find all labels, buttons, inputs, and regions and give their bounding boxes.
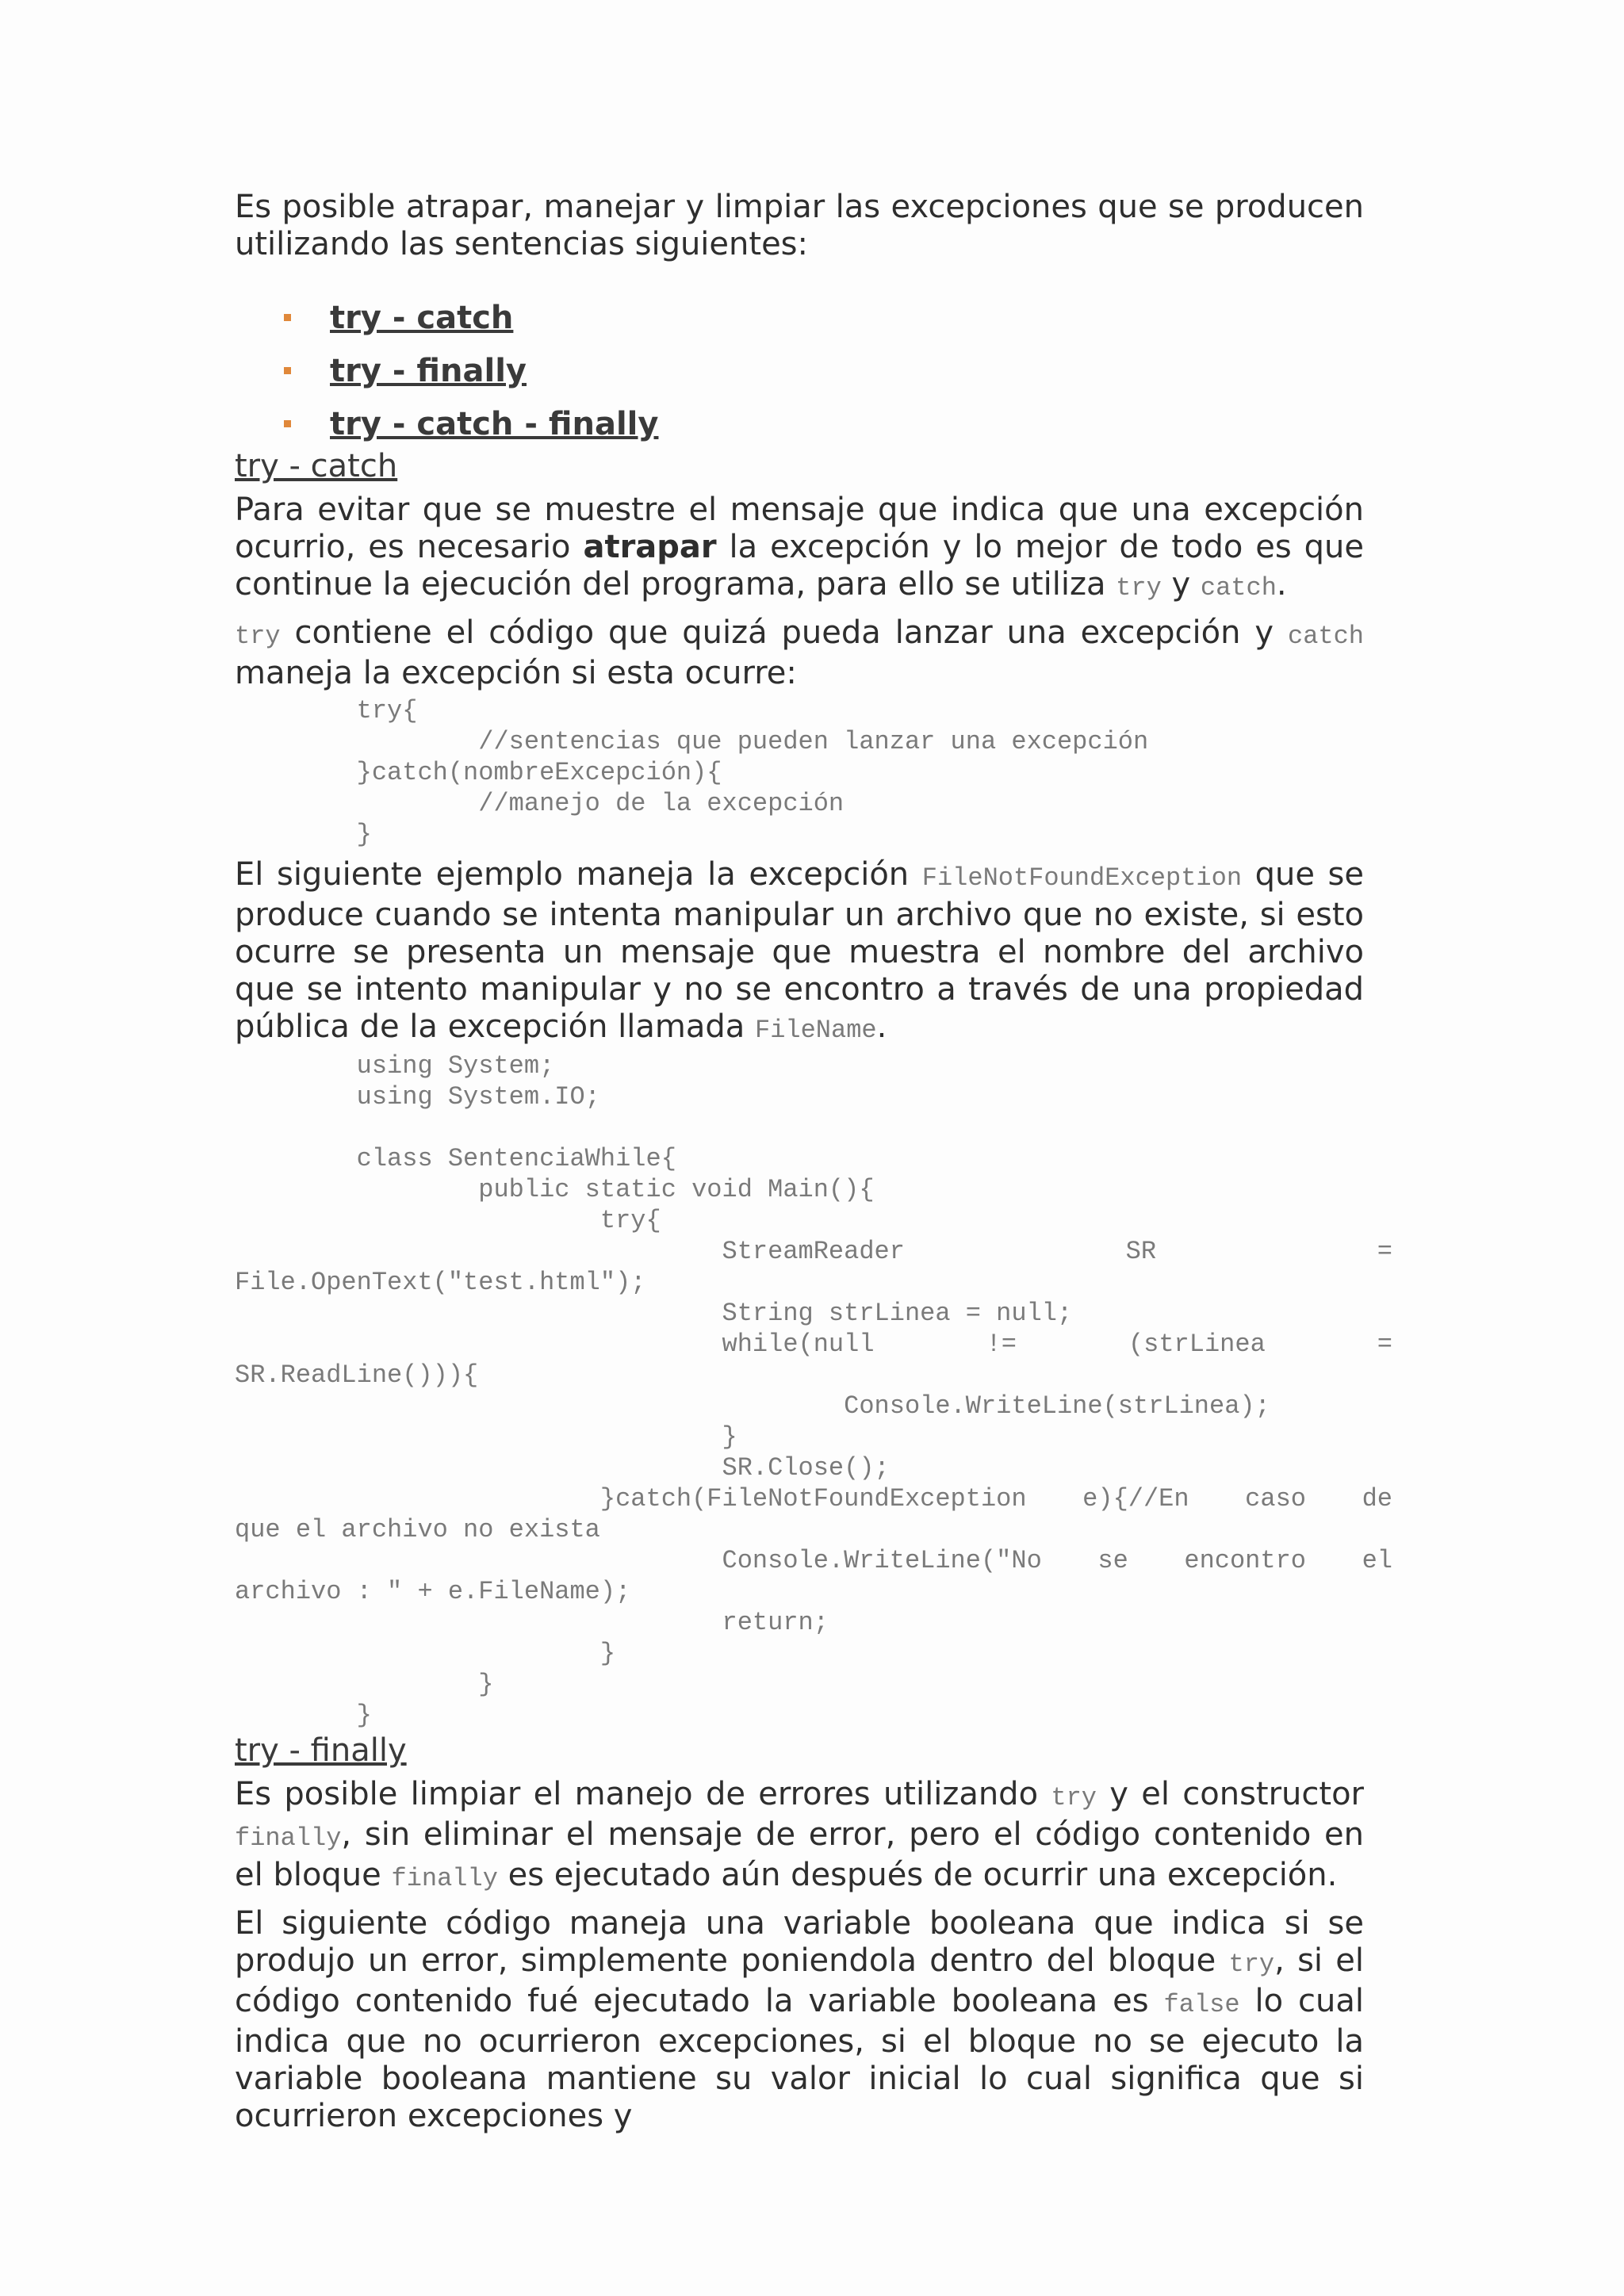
inline-code: FileName: [754, 1016, 877, 1045]
code-token: while(null: [235, 1330, 875, 1359]
code-line: SR.ReadLine())){: [235, 1360, 479, 1390]
try-finally-paragraph-1: [235, 1776, 1364, 1897]
text-run: lo cual indica que no ocurrieron excepciones, si el bloque no se ejecuto la variable booleana mantiene su valor inicial lo cual significa que si ocurrieron excepciones y: [235, 1983, 1365, 2134]
text-run: Es posible limpiar el manejo de errores utilizando: [235, 1776, 1051, 1812]
text-run: .: [1276, 566, 1287, 603]
code-token: caso: [1245, 1484, 1306, 1513]
code-line-justified: [235, 1236, 1392, 1267]
try-catch-paragraph-2: [235, 614, 1364, 692]
code-line: }: [235, 820, 372, 849]
bullet-square-icon: [284, 367, 291, 374]
code-line-justified: [235, 1483, 1392, 1514]
list-item: [235, 406, 1364, 459]
code-line: String strLinea = null;: [235, 1299, 1073, 1328]
code-token: }catch(FileNotFoundException: [235, 1484, 1027, 1513]
code-token: se: [1097, 1546, 1128, 1575]
inline-code: finally: [235, 1823, 342, 1853]
code-line: }: [235, 1701, 372, 1730]
list-item: [235, 353, 1364, 406]
text-run: que se produce cuando se intenta manipular un archivo que no existe, si esto ocurre se presenta un mensaje que muestra el nombre del archivo que se intento manipular y no se encontro a través de una propiedad pública de la excepción llamada: [235, 856, 1364, 1045]
code-line: archivo : " + e.FileName);: [235, 1577, 631, 1606]
code-line: //sentencias que pueden lanzar una excepción: [235, 727, 1149, 756]
text-run: es ejecutado aún después de ocurrir una excepción.: [497, 1857, 1338, 1893]
document-body: [235, 189, 1392, 2135]
code-token: e){//En: [1082, 1484, 1189, 1513]
code-line: try{: [235, 696, 418, 725]
code-line: //manejo de la excepción: [235, 789, 845, 818]
try-catch-paragraph-3: [235, 856, 1364, 1049]
code-line: }catch(nombreExcepción){: [235, 758, 722, 787]
text-run: Para evitar que se muestre el mensaje que indica que una excepción ocurrio, es necesario: [235, 492, 1364, 565]
text-run: maneja la excepción si esta ocurre:: [235, 655, 797, 691]
text-run: , sin eliminar el mensaje de error, pero el código contenido en el bloque: [235, 1816, 1364, 1893]
code-token: !=: [986, 1330, 1017, 1359]
inline-code: try: [1116, 573, 1162, 603]
code-block-example: [235, 1050, 1392, 1731]
text-run: , si el código contenido fué ejecutado la variable booleana es: [235, 1942, 1364, 2019]
inline-code: false: [1163, 1990, 1240, 2019]
code-line: try{: [235, 1206, 661, 1235]
code-token: StreamReader: [235, 1237, 905, 1266]
code-line: class SentenciaWhile{: [235, 1144, 676, 1173]
inline-code: catch: [1287, 622, 1364, 651]
code-token: de: [1362, 1484, 1392, 1513]
code-token: SR: [1125, 1237, 1157, 1266]
bullet-square-icon: [284, 420, 291, 427]
code-token: =: [1377, 1330, 1392, 1359]
text-run: contiene el código que quizá pueda lanzar una excepción y: [280, 614, 1288, 651]
code-line: Console.WriteLine(strLinea);: [235, 1391, 1270, 1421]
bold-text: atrapar: [583, 529, 717, 565]
code-line: using System.IO;: [235, 1082, 600, 1112]
text-run: El siguiente ejemplo maneja la excepción: [235, 856, 922, 893]
code-line: return;: [235, 1608, 829, 1637]
code-line: File.OpenText("test.html");: [235, 1268, 646, 1297]
try-finally-paragraph-2: [235, 1905, 1364, 2135]
bullet-square-icon: [284, 314, 291, 321]
code-line: }: [235, 1422, 737, 1452]
text-run: El siguiente código maneja una variable booleana que indica si se produjo un error, simplemente poniendola dentro del bloque: [235, 1905, 1364, 1979]
inline-code: catch: [1200, 573, 1277, 603]
intro-paragraph: [235, 189, 1364, 263]
code-line: }: [235, 1670, 494, 1699]
inline-code: try: [1051, 1783, 1097, 1812]
code-line-justified: [235, 1545, 1392, 1576]
code-line-justified: [235, 1329, 1392, 1360]
code-token: (strLinea: [1128, 1330, 1266, 1359]
intro-line-2: utilizando las sentencias siguientes:: [235, 226, 808, 262]
intro-line-1: Es posible atrapar, manejar y limpiar las excepciones que se producen: [235, 189, 1364, 225]
code-line: }: [235, 1639, 616, 1668]
link-try-finally[interactable]: try - finally: [330, 353, 527, 389]
code-token: encontro: [1184, 1546, 1306, 1575]
code-line: using System;: [235, 1051, 555, 1081]
heading-try-finally: try - finally: [235, 1732, 407, 1769]
link-try-catch[interactable]: try - catch: [330, 300, 514, 336]
inline-code: finally: [391, 1864, 498, 1893]
statement-list: [235, 300, 1364, 459]
list-item: [235, 300, 1364, 353]
code-token: Console.WriteLine("No: [235, 1546, 1042, 1575]
text-run: y el constructor: [1096, 1776, 1364, 1812]
try-catch-paragraph-1: [235, 492, 1364, 607]
inline-code: try: [235, 622, 281, 651]
text-run: la excepción y lo mejor de todo es que continue la ejecución del programa, para ello se utiliza: [235, 529, 1364, 603]
code-line: public static void Main(){: [235, 1175, 875, 1204]
text-run: .: [876, 1008, 887, 1045]
code-token: el: [1362, 1546, 1392, 1575]
inline-code: FileNotFoundException: [921, 863, 1243, 893]
heading-try-catch: try - catch: [235, 448, 398, 484]
code-line: SR.Close();: [235, 1453, 890, 1483]
link-try-catch-finally[interactable]: try - catch - finally: [330, 406, 659, 442]
text-run: y: [1161, 566, 1201, 603]
code-token: =: [1377, 1237, 1392, 1266]
code-block-syntax: [235, 695, 1364, 850]
inline-code: try: [1228, 1950, 1275, 1979]
code-line: que el archivo no exista: [235, 1515, 600, 1544]
